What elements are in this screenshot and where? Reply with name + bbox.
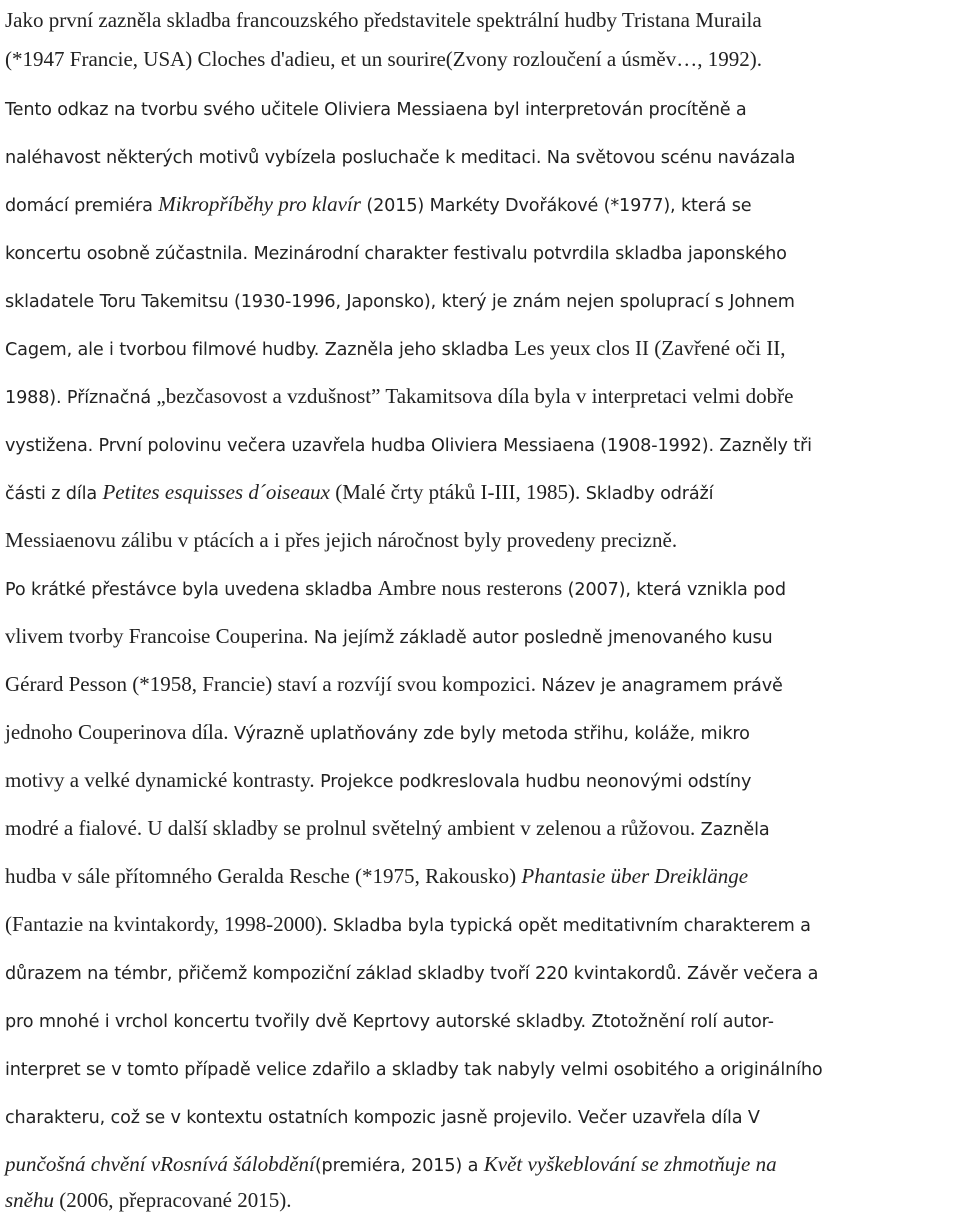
text-line-11 [5, 468, 952, 516]
text-segment: (2006, přepracované 2015). [54, 1188, 292, 1212]
text-segment: části z díla [5, 483, 103, 504]
text-segment: (2007), která vznikla pod [562, 579, 786, 600]
text-segment: (Malé črty ptáků I-III, 1985). [329, 480, 581, 504]
text-line-7 [5, 276, 952, 324]
text-line-17 [5, 756, 952, 804]
work-title: Květ vyškeblování se zhmotňuje na [483, 1152, 777, 1176]
text-line-4 [5, 132, 952, 180]
text-line-10 [5, 420, 952, 468]
text-segment: Na jejímž základě autor posledně jmenovaného kusu [308, 627, 773, 648]
text-line-23 [5, 1044, 952, 1092]
text-line-21 [5, 948, 952, 996]
text-line-20 [5, 900, 952, 948]
text-segment: U další skladby se prolnul světelný ambient v zelenou a růžovou. [142, 816, 696, 840]
text-segment: vystižena. [5, 435, 94, 456]
text-line-3 [5, 84, 952, 132]
text-segment: Tento odkaz na tvorbu svého učitele Oliviera Messiaena byl interpretován procítěně a [5, 99, 747, 120]
text-segment: Gérard Pesson (*1958, Francie) staví a rozvíjí svou kompozici. [5, 672, 536, 696]
text-line-12 [5, 516, 952, 564]
text-segment: charakteru, což se v kontextu ostatních kompozic jasně projevilo. [5, 1107, 573, 1128]
text-line-26 [5, 1176, 952, 1224]
text-line-9 [5, 372, 952, 420]
text-segment: Příznačná [61, 387, 157, 408]
text-segment: interpret se v tomto případě velice zdařilo a skladby tak nabyly velmi osobitého a originálního [5, 1059, 823, 1080]
text-segment: Jako první zazněla skladba francouzského představitele spektrální hudby Tristana Muraila [5, 8, 762, 32]
text-line-16 [5, 708, 952, 756]
text-line-13 [5, 564, 952, 612]
text-segment: motivy a velké dynamické kontrasty. [5, 768, 315, 792]
text-segment: Projekce podkreslovala hudbu neonovými odstíny [314, 771, 752, 792]
text-line-22 [5, 996, 952, 1044]
work-title: Petites esquisses d´oiseaux [102, 480, 330, 504]
text-segment: Zazněla jeho skladba [319, 339, 515, 360]
work-title: Mikropříběhy pro klavír [158, 192, 361, 216]
text-line-6 [5, 228, 952, 276]
text-segment: Zazněla [695, 819, 770, 840]
text-line-5 [5, 180, 952, 228]
text-segment: Výrazně uplatňovány zde byly metoda střihu, koláže, mikro [228, 723, 750, 744]
text-segment: vlivem tvorby Francoise Couperina. [5, 624, 309, 648]
text-line-2 [5, 35, 952, 83]
text-segment: Na světovou scénu navázala [541, 147, 796, 168]
text-line-18 [5, 804, 952, 852]
text-segment: „bezčasovost a vzdušnost” Takamitsova díla byla v interpretaci velmi dobře [156, 384, 794, 408]
text-segment: naléhavost některých motivů vybízela posluchače k meditaci. [5, 147, 542, 168]
text-segment: (2015) Markéty Dvořákové (*1977), která se [360, 195, 752, 216]
text-line-14 [5, 612, 952, 660]
text-segment: Závěr večera a [681, 963, 819, 984]
text-segment: (Fantazie na kvintakordy, 1998-2000). [5, 912, 328, 936]
text-line-24 [5, 1092, 952, 1140]
text-segment: První polovinu večera uzavřela hudba Oliviera Messiaena (1908-1992). [93, 435, 714, 456]
text-line-19 [5, 852, 952, 900]
text-segment: hudba v sále přítomného Geralda Resche (*1975, Rakousko) [5, 864, 522, 888]
text-segment: domácí premiéra [5, 195, 159, 216]
text-segment: Ztotožnění rolí autor- [586, 1011, 774, 1032]
work-title: Les yeux clos II (Zavřené oči II, [514, 336, 786, 360]
text-segment: Mezinárodní charakter festivalu potvrdila skladba japonského [248, 243, 787, 264]
text-segment: 1988). [5, 387, 62, 408]
text-segment: Messiaenovu zálibu v ptácích a i přes jejich náročnost byly provedeny precizně. [5, 528, 678, 552]
text-segment: Název je anagramem právě [535, 675, 783, 696]
work-title: Phantasie über Dreiklänge [521, 864, 749, 888]
text-segment: Skladby odráží [580, 483, 714, 504]
text-segment: jednoho Couperinova díla. [5, 720, 229, 744]
work-title: sněhu [5, 1188, 55, 1212]
work-title: Ambre nous resterons [377, 576, 563, 600]
text-segment: koncertu osobně zúčastnila. [5, 243, 249, 264]
text-segment: důrazem na témbr, přičemž kompoziční základ skladby tvoří 220 kvintakordů. [5, 963, 682, 984]
text-segment: modré a fialové. [5, 816, 143, 840]
work-title: punčošná chvění vRosnívá šálobdění [5, 1152, 315, 1176]
text-segment: pro mnohé i vrchol koncertu tvořily dvě Keprtovy autorské skladby. [5, 1011, 587, 1032]
text-segment: skladatele Toru Takemitsu (1930-1996, Japonsko), který je znám nejen spoluprací s Johnem [5, 291, 795, 312]
text-segment: Zazněly tři [713, 435, 812, 456]
text-segment: (premiéra, 2015) a [314, 1155, 484, 1176]
text-segment: Skladba byla typická opět meditativním charakterem a [327, 915, 811, 936]
text-segment: Večer uzavřela díla V [572, 1107, 760, 1128]
text-segment: Po krátké přestávce byla uvedena skladba [5, 579, 378, 600]
text-segment: Cagem, ale i tvorbou filmové hudby. [5, 339, 320, 360]
text-line-15 [5, 660, 952, 708]
text-line-8 [5, 324, 952, 372]
text-segment: (*1947 Francie, USA) Cloches d'adieu, et un sourire(Zvony rozloučení a úsměv…, 1992). [5, 47, 763, 71]
